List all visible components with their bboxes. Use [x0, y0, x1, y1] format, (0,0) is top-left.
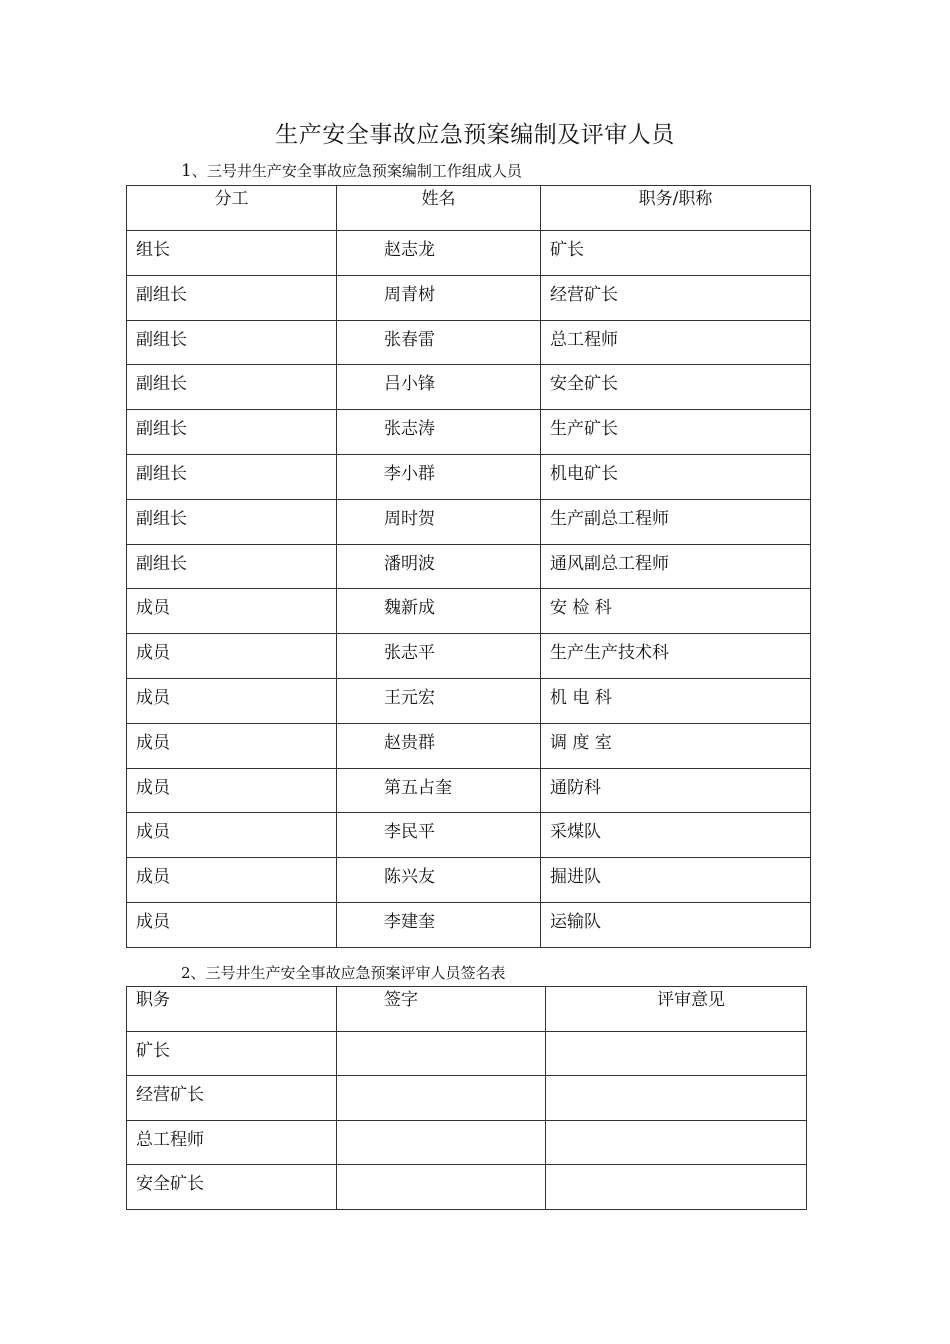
cell-position: 通防科 — [541, 768, 811, 813]
cell-name: 魏新成 — [337, 589, 541, 634]
table-row — [127, 365, 811, 410]
cell-name: 李建奎 — [337, 902, 541, 947]
cell-position: 机 电 科 — [541, 678, 811, 723]
table-row — [127, 544, 811, 589]
cell-role: 成员 — [127, 723, 337, 768]
review-opinion-field[interactable] — [546, 1165, 807, 1210]
review-opinion-field[interactable] — [546, 1031, 807, 1076]
review-opinion-field[interactable] — [546, 1076, 807, 1121]
cell-role: 副组长 — [127, 320, 337, 365]
table-row — [127, 454, 811, 499]
cell-position: 机电矿长 — [541, 454, 811, 499]
cell-position: 矿长 — [127, 1031, 337, 1076]
cell-role: 成员 — [127, 768, 337, 813]
table-row — [127, 231, 811, 276]
cell-position: 调 度 室 — [541, 723, 811, 768]
team-members-table — [126, 185, 811, 948]
cell-name: 吕小锋 — [337, 365, 541, 410]
cell-position: 安 检 科 — [541, 589, 811, 634]
cell-name: 张春雷 — [337, 320, 541, 365]
cell-name: 陈兴友 — [337, 858, 541, 903]
table-row — [127, 902, 811, 947]
header-role: 分工 — [127, 186, 337, 231]
cell-position: 掘进队 — [541, 858, 811, 903]
section1-caption — [181, 160, 522, 181]
cell-name: 潘明波 — [337, 544, 541, 589]
cell-position: 安全矿长 — [127, 1165, 337, 1210]
cell-position: 生产副总工程师 — [541, 499, 811, 544]
cell-position: 运输队 — [541, 902, 811, 947]
cell-role: 成员 — [127, 858, 337, 903]
section1-caption-text: 、三号井生产安全事故应急预案编制工作组成人员 — [191, 162, 522, 180]
cell-role: 副组长 — [127, 454, 337, 499]
cell-name: 王元宏 — [337, 678, 541, 723]
reviewer-signature-table — [126, 986, 807, 1210]
cell-role: 成员 — [127, 902, 337, 947]
signature-field[interactable] — [337, 1120, 546, 1165]
cell-role: 副组长 — [127, 275, 337, 320]
table-row — [127, 1120, 807, 1165]
cell-position: 经营矿长 — [127, 1076, 337, 1121]
cell-role: 成员 — [127, 634, 337, 679]
table-row — [127, 723, 811, 768]
table-row — [127, 275, 811, 320]
cell-position: 矿长 — [541, 231, 811, 276]
cell-name: 第五占奎 — [337, 768, 541, 813]
cell-position: 通风副总工程师 — [541, 544, 811, 589]
table-row — [127, 634, 811, 679]
table-row — [127, 813, 811, 858]
table-row — [127, 858, 811, 903]
header-name: 姓名 — [337, 186, 541, 231]
cell-role: 成员 — [127, 813, 337, 858]
cell-name: 张志平 — [337, 634, 541, 679]
cell-position: 经营矿长 — [541, 275, 811, 320]
table-row — [127, 499, 811, 544]
document-title: 生产安全事故应急预案编制及评审人员 — [275, 122, 675, 148]
header-signature: 签字 — [337, 987, 546, 1032]
header-position: 职务 — [127, 987, 337, 1032]
header-review-opinion: 评审意见 — [546, 987, 807, 1032]
section1-number: 1 — [181, 161, 192, 181]
review-opinion-field[interactable] — [546, 1120, 807, 1165]
table-row — [127, 1031, 807, 1076]
cell-name: 李小群 — [337, 454, 541, 499]
table-header-row — [127, 186, 811, 231]
cell-role: 成员 — [127, 678, 337, 723]
cell-name: 李民平 — [337, 813, 541, 858]
table-row — [127, 320, 811, 365]
cell-name: 赵贵群 — [337, 723, 541, 768]
table-row — [127, 678, 811, 723]
cell-position: 生产生产技术科 — [541, 634, 811, 679]
table-row — [127, 1076, 807, 1121]
cell-position: 生产矿长 — [541, 410, 811, 455]
cell-name: 张志涛 — [337, 410, 541, 455]
table-row — [127, 589, 811, 634]
table-row — [127, 410, 811, 455]
section2-caption: 2、三号井生产安全事故应急预案评审人员签名表 — [181, 964, 506, 982]
signature-field[interactable] — [337, 1165, 546, 1210]
signature-field[interactable] — [337, 1031, 546, 1076]
cell-role: 副组长 — [127, 499, 337, 544]
cell-position: 总工程师 — [127, 1120, 337, 1165]
table-row — [127, 1165, 807, 1210]
cell-role: 副组长 — [127, 544, 337, 589]
cell-role: 成员 — [127, 589, 337, 634]
signature-field[interactable] — [337, 1076, 546, 1121]
cell-name: 赵志龙 — [337, 231, 541, 276]
cell-name: 周时贺 — [337, 499, 541, 544]
cell-position: 安全矿长 — [541, 365, 811, 410]
table-header-row — [127, 987, 807, 1032]
table-row — [127, 768, 811, 813]
cell-role: 组长 — [127, 231, 337, 276]
header-position: 职务/职称 — [541, 186, 811, 231]
cell-position: 采煤队 — [541, 813, 811, 858]
cell-name: 周青树 — [337, 275, 541, 320]
cell-position: 总工程师 — [541, 320, 811, 365]
cell-role: 副组长 — [127, 365, 337, 410]
cell-role: 副组长 — [127, 410, 337, 455]
